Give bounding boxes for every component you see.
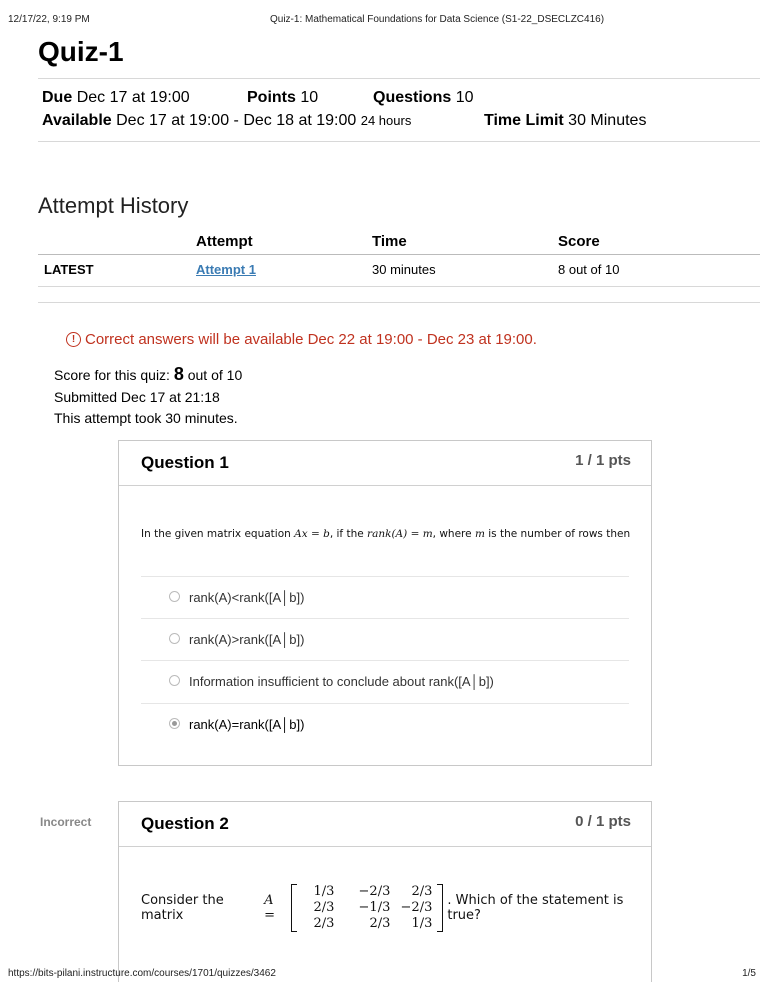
column-score: Score bbox=[558, 233, 600, 250]
matrix-cell: 1/3 bbox=[411, 916, 433, 931]
score-prefix: Score for this quiz: bbox=[54, 367, 170, 383]
matrix-cell: −1/3 bbox=[358, 900, 391, 915]
question-1-text-part: , where bbox=[432, 528, 475, 540]
matrix-cell: 2/3 bbox=[313, 916, 335, 931]
row-label-latest: LATEST bbox=[44, 262, 94, 277]
question-2-math-lhs: A = bbox=[264, 893, 275, 923]
answers-notice bbox=[66, 331, 537, 348]
score-suffix: out of 10 bbox=[187, 367, 243, 383]
question-1-text-part: , if the bbox=[329, 528, 368, 540]
divider bbox=[38, 78, 760, 79]
radio-unselected[interactable] bbox=[169, 633, 180, 644]
matrix-a bbox=[291, 884, 443, 932]
points-label: Points bbox=[247, 89, 296, 106]
points-row bbox=[247, 89, 318, 107]
print-datetime: 12/17/22, 9:19 PM bbox=[8, 14, 90, 25]
question-2-points: 0 / 1 pts bbox=[575, 813, 631, 830]
question-1-text-part: In the given matrix equation bbox=[141, 528, 295, 540]
question-1-math: rank(A) = m bbox=[367, 528, 433, 540]
question-1-points: 1 / 1 pts bbox=[575, 452, 631, 469]
question-2-text-after: . Which of the statement is true? bbox=[447, 893, 624, 923]
available-duration: 24 hours bbox=[360, 113, 412, 128]
question-1-text-part: is the number of rows then bbox=[484, 528, 631, 540]
warning-icon: ! bbox=[66, 332, 81, 347]
time-limit-row bbox=[484, 112, 646, 130]
radio-selected[interactable] bbox=[169, 718, 180, 729]
matrix-cell: −2/3 bbox=[400, 900, 433, 915]
score-value: 8 bbox=[173, 364, 184, 384]
due-label: Due bbox=[42, 89, 73, 106]
column-time: Time bbox=[372, 233, 407, 250]
table-header-divider bbox=[38, 254, 760, 255]
divider bbox=[38, 302, 760, 303]
answer-option-label: Information insufficient to conclude about rank([A│b]) bbox=[189, 674, 494, 689]
time-limit-label: Time Limit bbox=[484, 112, 564, 129]
available-label: Available bbox=[42, 112, 112, 129]
points-value: 10 bbox=[300, 89, 319, 106]
questions-label: Questions bbox=[373, 89, 452, 106]
question-2-text bbox=[141, 884, 651, 932]
available-row bbox=[42, 112, 411, 130]
submitted-time: Submitted Dec 17 at 21:18 bbox=[54, 389, 220, 405]
question-1-math: m bbox=[474, 528, 485, 540]
print-page-title: Quiz-1: Mathematical Foundations for Data Science (S1-22_DSECLZC416) bbox=[270, 14, 605, 25]
question-2-card bbox=[118, 801, 652, 982]
questions-value: 10 bbox=[455, 89, 474, 106]
answer-option-label: rank(A)=rank([A│b]) bbox=[189, 717, 305, 732]
question-1-title: Question 1 bbox=[141, 453, 229, 472]
attempt-1-link[interactable]: Attempt 1 bbox=[196, 262, 256, 277]
matrix-cell: −2/3 bbox=[358, 884, 391, 899]
radio-unselected[interactable] bbox=[169, 675, 180, 686]
question-2-title: Question 2 bbox=[141, 814, 229, 833]
footer-url: https://bits-pilani.instructure.com/courses/1701/quizzes/3462 bbox=[8, 968, 276, 979]
available-value: Dec 17 at 19:00 - Dec 18 at 19:00 bbox=[116, 112, 357, 129]
column-attempt: Attempt bbox=[196, 233, 253, 250]
answers-notice-text: Correct answers will be available Dec 22 at 19:00 - Dec 23 at 19:00. bbox=[85, 331, 537, 348]
score-summary bbox=[54, 364, 242, 385]
answer-option-label: rank(A)>rank([A│b]) bbox=[189, 632, 305, 647]
due-value: Dec 17 at 19:00 bbox=[76, 89, 190, 106]
incorrect-label: Incorrect bbox=[40, 815, 92, 829]
question-2-header bbox=[119, 802, 651, 847]
answer-option-selected[interactable] bbox=[141, 703, 629, 746]
question-1-header bbox=[119, 441, 651, 486]
footer-page-number: 1/5 bbox=[742, 968, 756, 979]
question-1-math: Ax = b bbox=[294, 528, 330, 540]
question-2-text-before: Consider the matrix bbox=[141, 893, 224, 923]
answer-option-label: rank(A)<rank([A│b]) bbox=[189, 590, 305, 605]
question-1-card bbox=[118, 440, 652, 766]
time-limit-value: 30 Minutes bbox=[568, 112, 647, 129]
matrix-cell: 2/3 bbox=[313, 900, 335, 915]
matrix-cell: 2/3 bbox=[411, 884, 433, 899]
answer-option[interactable] bbox=[141, 618, 629, 661]
attempt-history-heading: Attempt History bbox=[38, 193, 189, 218]
divider bbox=[38, 141, 760, 142]
matrix-cell: 2/3 bbox=[369, 916, 391, 931]
answer-option[interactable] bbox=[141, 660, 629, 703]
attempt-score: 8 out of 10 bbox=[558, 262, 620, 277]
attempt-duration: This attempt took 30 minutes. bbox=[54, 410, 238, 426]
due-row bbox=[42, 89, 190, 107]
radio-unselected[interactable] bbox=[169, 591, 180, 602]
answer-option[interactable] bbox=[141, 576, 629, 619]
questions-row bbox=[373, 89, 473, 107]
page-title: Quiz-1 bbox=[38, 36, 124, 67]
table-divider bbox=[38, 286, 760, 287]
question-1-text bbox=[141, 528, 630, 540]
attempt-time: 30 minutes bbox=[372, 262, 436, 277]
matrix-cell: 1/3 bbox=[313, 884, 335, 899]
